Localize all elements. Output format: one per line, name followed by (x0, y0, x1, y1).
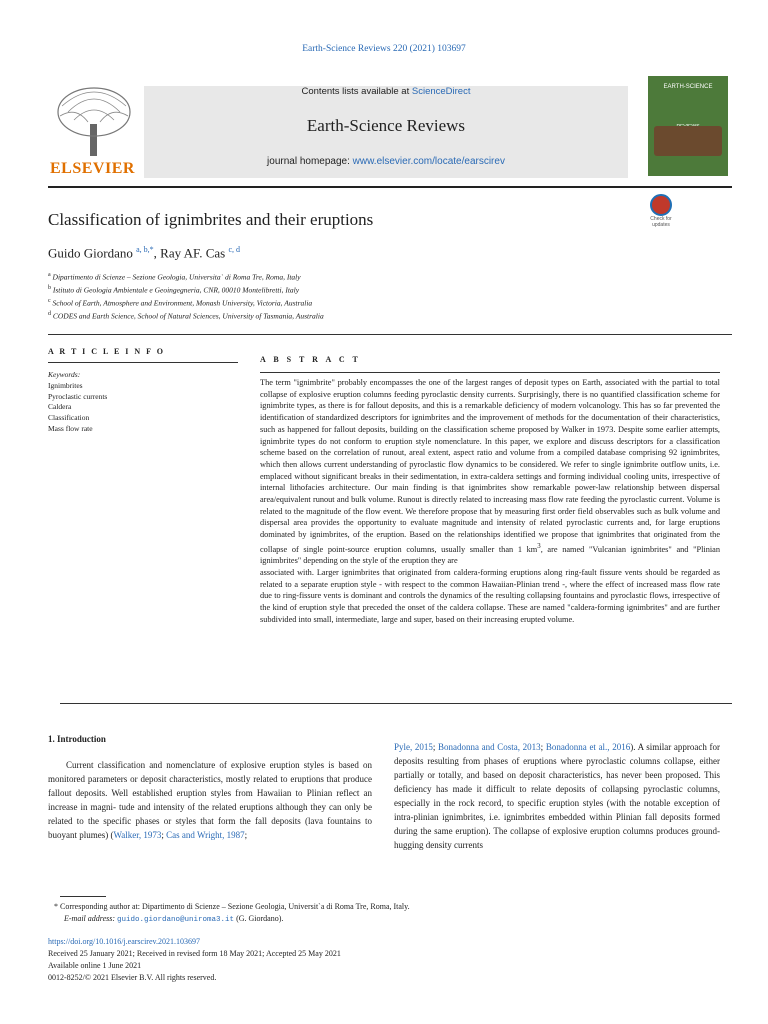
keyword: Pyroclastic currents (48, 391, 108, 401)
body-text: ; (244, 830, 248, 840)
elsevier-logo (48, 86, 140, 178)
affiliation-item (48, 283, 324, 296)
affil-text: School of Earth, Atmosphere and Environment, Monash University, Victoria, Australia (52, 298, 313, 308)
email-line (54, 913, 410, 926)
citation-link[interactable]: Bonadonna and Costa, 2013 (438, 742, 541, 752)
footnote (54, 901, 410, 926)
keywords-label: Keywords: (48, 370, 81, 379)
crossmark-icon (650, 194, 672, 216)
copyright: 0012-8252/© 2021 Elsevier B.V. All rights reserved. (48, 973, 217, 982)
body-text: ; (161, 830, 167, 840)
footnote-rule (60, 896, 106, 897)
affiliations (48, 270, 324, 322)
section-divider (48, 334, 732, 335)
homepage-link[interactable]: www.elsevier.com/locate/earscirev (352, 156, 505, 167)
author-separator: , (153, 245, 161, 261)
affil-marker: b (48, 285, 51, 291)
homepage-prefix: journal homepage: (267, 156, 353, 167)
author-1-affil[interactable]: a, b,* (136, 245, 154, 254)
online-date: Available online 1 June 2021 (48, 961, 142, 970)
body-text: ; (432, 742, 439, 752)
article-metadata (48, 936, 341, 984)
author-2: Ray AF. Cas (160, 245, 226, 261)
affil-text: CODES and Earth Science, School of Natural Sciences, University of Tasmania, Australia (52, 311, 324, 321)
abstract-text: , are named "Vulcanian ignimbrites" and "Plinian ignimbrites" depending on the style of the eruption they are (260, 544, 720, 566)
superscript: 3 (537, 542, 541, 550)
email-owner: (G. Giordano). (234, 914, 284, 923)
cover-picture (654, 126, 722, 156)
contents-line (144, 86, 628, 97)
author-list (48, 245, 240, 261)
crossmark-label: Check for updates (650, 216, 672, 228)
abstract-paragraph-2: associated with. Larger ignimbrites that originated from caldera-forming eruptions along ring-fault fissure vents should be regarded as related to a separate eruption style - with respect to the common Hawaiian-Plinian trend -, where the effect of increased mass flow rate due to ring-fissure vents is dominant and controls the dynamics of the resulting collapsing fountains and pyroclastic flows, irrespective of the kind of eruption style that preceded the onset of the caldera collapse. These are named "caldera-forming ignimbrites" and are further subdivided into small, intermediate, large and super, based on their increasing erupted volume. (260, 568, 720, 624)
section-heading-introduction: 1. Introduction (48, 734, 106, 744)
abstract-paragraph-1 (260, 377, 720, 567)
sciencedirect-link[interactable]: ScienceDirect (411, 86, 471, 97)
journal-title: Earth-Science Reviews (306, 116, 466, 135)
article-info-rule (48, 362, 238, 363)
tree-icon (48, 86, 140, 158)
affil-marker: c (48, 298, 51, 304)
citation-link[interactable]: Pyle, 2015 (394, 742, 433, 752)
keyword: Mass flow rate (48, 423, 93, 433)
affil-text: Istituto di Geologia Ambientale e Geoingegneria, CNR, 00010 Montelibretti, Italy (52, 285, 300, 295)
author-2-affil[interactable]: c, d (228, 245, 241, 254)
abstract-heading: A B S T R A C T (260, 355, 361, 364)
keywords-block (48, 370, 107, 435)
intro-left-column (48, 758, 372, 842)
affil-marker: d (48, 311, 51, 317)
journal-header (48, 86, 732, 178)
journal-reference[interactable]: Earth-Science Reviews 220 (2021) 103697 (302, 44, 466, 54)
homepage-line (144, 156, 628, 167)
journal-banner (144, 86, 628, 178)
doi-link[interactable]: https://doi.org/10.1016/j.earscirev.2021.103697 (48, 937, 200, 946)
citation-link[interactable]: Cas and Wright, 1987 (166, 830, 245, 840)
email-label: E-mail address: (64, 914, 118, 923)
publisher-wordmark: ELSEVIER (50, 160, 135, 177)
article-title: Classification of ignimbrites and their eruptions (48, 210, 374, 229)
affil-text: Dipartimento di Scienze – Sezione Geologia, Universita` di Roma Tre, Roma, Italy (52, 272, 301, 282)
received-dates: Received 25 January 2021; Received in revised form 18 May 2021; Accepted 25 May 2021 (48, 949, 341, 958)
article-info-heading: A R T I C L E I N F O (48, 347, 165, 356)
intro-right-column (394, 740, 720, 852)
citation-link[interactable]: Walker, 1973 (113, 830, 162, 840)
affil-marker: a (48, 272, 51, 278)
keyword: Caldera (48, 402, 72, 412)
affiliation-item (48, 270, 324, 283)
affiliation-item (48, 296, 324, 309)
author-1: Guido Giordano (48, 245, 133, 261)
keyword: Classification (48, 413, 90, 423)
section-divider (60, 703, 732, 704)
email-link[interactable]: guido.giordano@uniroma3.it (117, 916, 235, 924)
header-divider (48, 186, 732, 188)
corresponding-author-note: * Corresponding author at: Dipartimento di Scienze – Sezione Geologia, Universit`a di Roma Tre, Roma, Italy. (54, 902, 410, 911)
citation-link[interactable]: Bonadonna et al., 2016 (545, 742, 631, 752)
abstract-text: The term "ignimbrite" probably encompasses the one of the largest ranges of deposit types on Earth, associated with the partial to total collapse of explosive eruption columns feeding pyroclastic density currents. Surprisingly, there is no quantified classification scheme for ignimbrite types, as there is for fallout deposits, and this is a remarkable deficiency of modern volcanology. This has so far prevented the identification of standardized descriptors for ignimbrites and the improvement of methods for the documentation of their characteristics, such as happened for fallout deposits, building on the classification scheme proposed by Walker in 1973. Despite some earlier attempts, ignimbrite types do not conform to eruption style nomenclature. In this paper, we explore and discuss descriptors for a classification scheme based on the correlation of runout, areal extent, aspect ratio and volume from a compiled database comprising 92 ignimbrites, which then allows current understanding of pyroclastic flow dynamics to be considered. We refer to single ignimbrite outflow units, i.e. emplaced without significant breaks in their sedimentation, in extra-caldera settings and forming individual cooling units, irrespective of internal lithofacies architecture. Our main finding is that ignimbrites show remarkable power-law relationship between dispersal area/equivalent runout and bulk volume. Runout is directly related to increasing mass flow rate feeding the pyroclastic current. Volume is related to the magnitude of the flow event. We therefore propose that by measuring first order field observables such as bulk volume and dispersal area provides the opportunity to evaluate magnitude and intensity of related pyroclastic currents and, for large eruptions dominated by ignimbrites, of the eruption. Based on the relationships identified we propose that ignimbrites that originated from the collapse of single point-source eruption columns, usually smaller than 1 km (260, 378, 720, 554)
check-for-updates-badge[interactable] (644, 194, 678, 228)
body-text: ; (540, 742, 546, 752)
contents-prefix: Contents lists available at (301, 86, 412, 97)
body-text: ). A similar approach for deposits resulting from phases of eruptions where pyroclastic columns collapse, either partially or totally, and based on deposit characteristics, has never been proposed. This deficiency has made it difficult to relate deposits of collapsing pyroclastic columns, especially in the rock record, to specific eruption styles (with the notable exception of intra-plinian ignimbrites, i.e. ignimbrites embedded within Plinian fall deposits formed during the same eruption). The collapse of explosive eruption columns produces ground-hugging density currents (394, 742, 720, 850)
cover-title: EARTH-SCIENCE (663, 84, 713, 90)
keyword: Ignimbrites (48, 380, 83, 390)
abstract-rule (260, 372, 720, 373)
journal-cover-image (648, 76, 728, 176)
body-text: Current classification and nomenclature of explosive eruption styles is based on monitored parameters or deposit characteristics, mostly related to eruptions that produce fallout deposits. Well established eruption styles from Hawaiian to Plinian reflect an increase in magni- tude and intensity of the related eruptions although they can only be related to the specific phases or styles that form the fall deposits (lava fountains to buoyant plumes) ( (48, 760, 372, 840)
abstract-body (260, 377, 720, 626)
affiliation-item (48, 309, 324, 322)
